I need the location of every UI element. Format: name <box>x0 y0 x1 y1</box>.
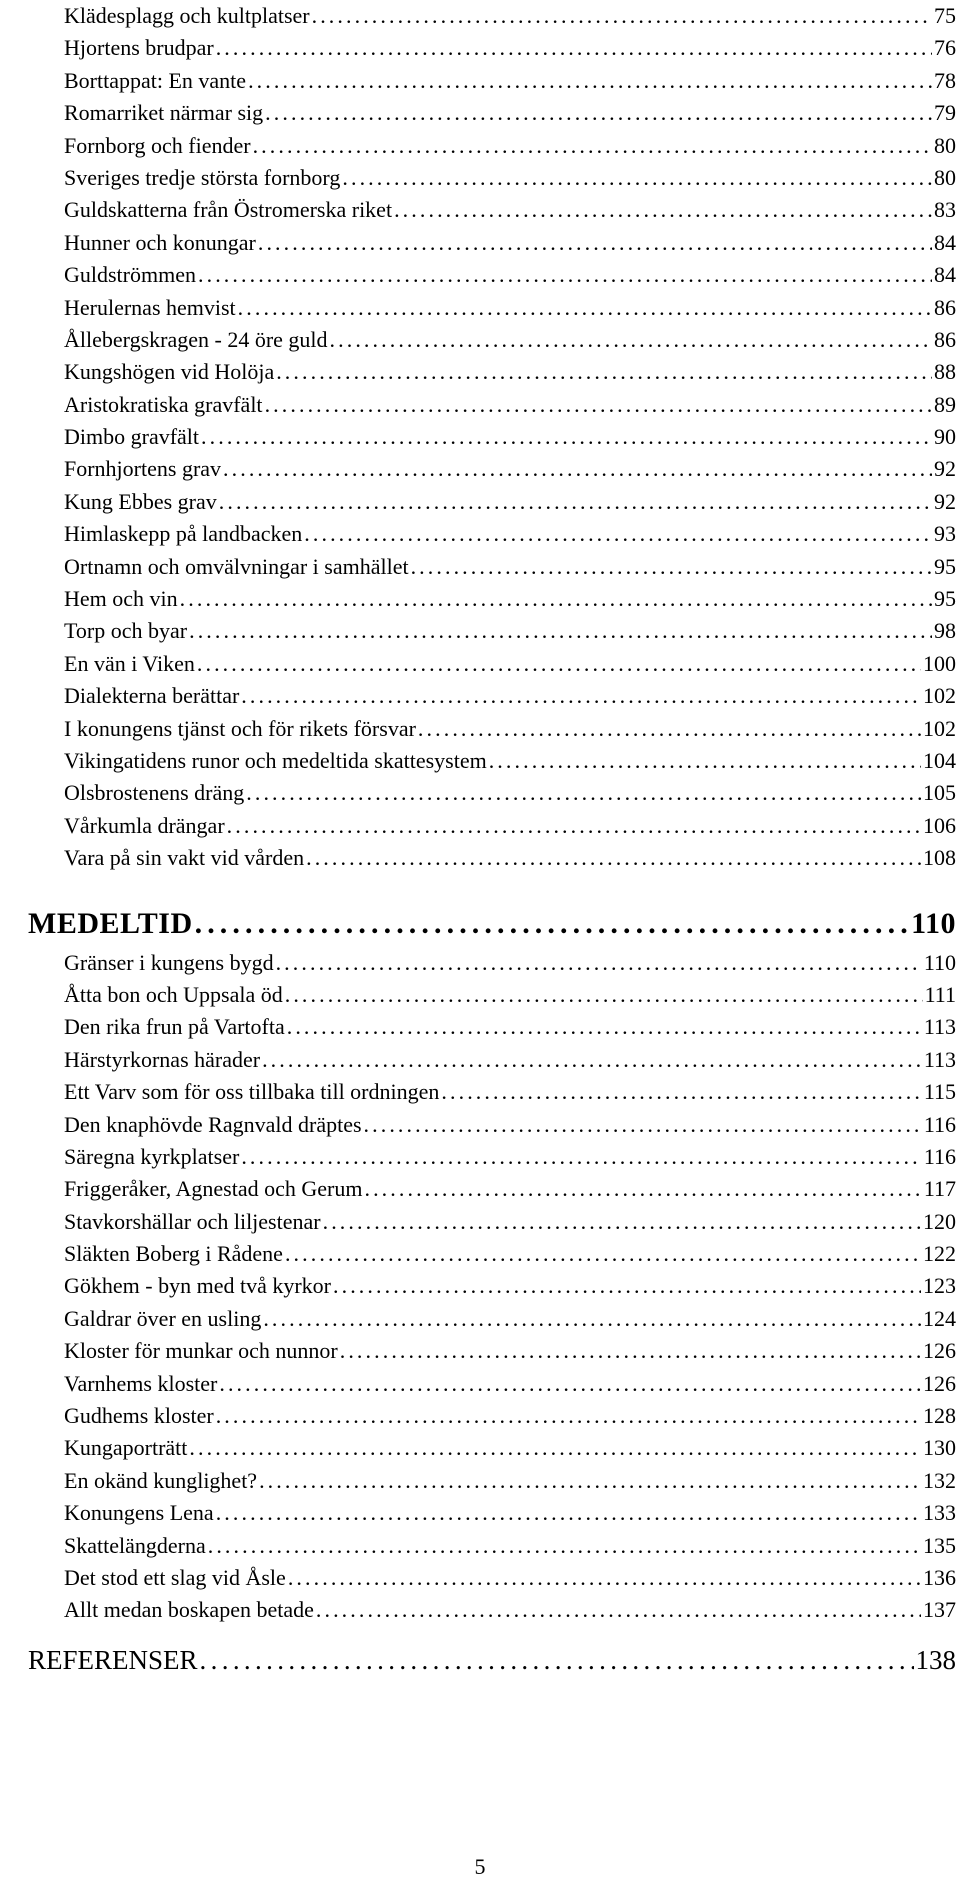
entry-title: Olsbrostenens dräng <box>64 780 245 806</box>
dot-leader <box>364 1173 921 1205</box>
toc-entry[interactable] <box>64 1109 956 1141</box>
toc-entry[interactable] <box>64 979 956 1011</box>
toc-entry[interactable] <box>64 453 956 485</box>
entry-page: 84 <box>934 262 956 288</box>
entry-page: 92 <box>934 488 956 514</box>
entry-title: Konungens Lena <box>64 1500 214 1526</box>
section-page: 138 <box>915 1644 956 1675</box>
dot-leader <box>333 1270 921 1302</box>
entry-page: 76 <box>934 35 956 61</box>
entry-title: Guldströmmen <box>64 262 196 288</box>
dot-leader <box>216 1497 921 1529</box>
entry-page: 95 <box>934 586 956 612</box>
dot-leader <box>364 1109 922 1141</box>
dot-leader <box>263 1303 921 1335</box>
entry-title: Den knaphövde Ragnvald dräptes <box>64 1111 362 1137</box>
entry-page: 126 <box>923 1370 956 1396</box>
dot-leader <box>340 1335 921 1367</box>
entry-page: 102 <box>923 715 956 741</box>
entry-title: En okänd kunglighet? <box>64 1467 258 1493</box>
page-number: 5 <box>474 1854 486 1879</box>
dot-leader <box>258 227 932 259</box>
entry-title: Ållebergskragen - 24 öre guld <box>64 326 328 352</box>
toc-entry[interactable] <box>64 32 956 64</box>
entry-title: Fornborg och fiender <box>64 132 251 158</box>
entry-title: Ortnamn och omvälvningar i samhället <box>64 553 409 579</box>
toc-entry[interactable] <box>64 1270 956 1302</box>
toc-entry[interactable] <box>64 130 956 162</box>
entry-title: Dialekterna berättar <box>64 683 240 709</box>
toc-entry[interactable] <box>64 1076 956 1108</box>
dot-leader <box>189 1432 921 1464</box>
entry-page: 102 <box>923 683 956 709</box>
entry-title: Vikingatidens runor och medeltida skattesystem <box>64 747 487 773</box>
entry-page: 106 <box>923 812 956 838</box>
toc-section-referenser[interactable] <box>28 1637 956 1683</box>
dot-leader <box>248 65 932 97</box>
dot-leader <box>216 32 932 64</box>
entry-title: Fornhjortens grav <box>64 456 222 482</box>
entry-title: Åtta bon och Uppsala öd <box>64 981 283 1007</box>
toc-entry[interactable] <box>64 0 956 32</box>
toc-entry[interactable] <box>64 1044 956 1076</box>
entry-title: I konungens tjänst och för rikets försvar <box>64 715 416 741</box>
entry-page: 116 <box>923 1143 956 1169</box>
entry-title: Klädesplagg och kultplatser <box>64 3 310 28</box>
dot-leader <box>411 551 932 583</box>
entry-page: 116 <box>923 1111 956 1137</box>
entry-page: 120 <box>923 1208 956 1234</box>
dot-leader <box>276 947 922 979</box>
entry-page: 105 <box>923 780 956 806</box>
dot-leader <box>200 1637 914 1683</box>
toc-entry[interactable] <box>64 324 956 356</box>
dot-leader <box>219 1368 921 1400</box>
entry-title: Friggeråker, Agnestad och Gerum <box>64 1176 363 1202</box>
entry-title: Sveriges tredje största fornborg <box>64 164 341 190</box>
dot-leader <box>394 194 932 226</box>
entry-page: 98 <box>934 618 956 644</box>
dot-leader <box>253 130 932 162</box>
entry-page: 80 <box>934 164 956 190</box>
entry-title: Den rika frun på Vartofta <box>64 1014 285 1040</box>
dot-leader <box>323 1206 921 1238</box>
dot-leader <box>312 0 932 32</box>
dot-leader <box>198 259 932 291</box>
entry-page: 104 <box>923 747 956 773</box>
dot-leader <box>316 1594 921 1626</box>
entry-page: 132 <box>923 1467 956 1493</box>
dot-leader <box>285 1238 921 1270</box>
entry-title: Gudhems kloster <box>64 1403 214 1429</box>
dot-leader <box>262 1044 922 1076</box>
dot-leader <box>216 1400 921 1432</box>
toc-entry[interactable] <box>64 713 956 745</box>
entry-title: Kungaporträtt <box>64 1435 188 1461</box>
entry-page: 113 <box>923 1046 956 1072</box>
toc-entry[interactable] <box>64 1432 956 1464</box>
toc-entry[interactable] <box>64 1465 956 1497</box>
entry-page: 113 <box>923 1014 956 1040</box>
dot-leader <box>265 97 932 129</box>
entry-title: Kung Ebbes grav <box>64 488 217 514</box>
dot-leader <box>238 292 932 324</box>
toc-entry[interactable] <box>64 745 956 777</box>
toc-entry[interactable] <box>64 777 956 809</box>
entry-page: 86 <box>934 326 956 352</box>
entry-page: 100 <box>923 650 956 676</box>
dot-leader <box>241 680 921 712</box>
toc-entry[interactable] <box>64 1141 956 1173</box>
toc-entry[interactable] <box>64 1400 956 1432</box>
entry-title: Galdrar över en usling <box>64 1305 262 1331</box>
toc-entry[interactable] <box>64 356 956 388</box>
dot-leader <box>180 583 932 615</box>
toc-entry[interactable] <box>64 97 956 129</box>
toc-entry[interactable] <box>64 259 956 291</box>
toc-entry[interactable] <box>64 810 956 842</box>
dot-leader <box>265 389 932 421</box>
toc-entry[interactable] <box>64 162 956 194</box>
entry-page: 86 <box>934 294 956 320</box>
dot-leader <box>201 421 932 453</box>
section-page: 110 <box>911 906 956 940</box>
entry-title: Härstyrkornas härader <box>64 1046 261 1072</box>
toc-entries-iron-age <box>0 0 960 875</box>
entry-title: Aristokratiska gravfält <box>64 391 263 417</box>
entry-title: Det stod ett slag vid Åsle <box>64 1564 286 1590</box>
entry-page: 130 <box>923 1435 956 1461</box>
toc-entry[interactable] <box>64 421 956 453</box>
toc-entry[interactable] <box>64 1594 956 1626</box>
entry-page: 93 <box>934 521 956 547</box>
toc-entry[interactable] <box>64 1011 956 1043</box>
entry-title: Stavkorshällar och liljestenar <box>64 1208 321 1234</box>
entry-title: Borttappat: En vante <box>64 67 247 93</box>
entry-title: Hjortens brudpar <box>64 35 214 61</box>
dot-leader <box>304 518 932 550</box>
entry-page: 78 <box>934 67 956 93</box>
entry-page: 122 <box>923 1241 956 1267</box>
entry-page: 123 <box>923 1273 956 1299</box>
toc-entry[interactable] <box>64 1206 956 1238</box>
toc-entries-medeltid <box>0 947 960 1627</box>
toc-entry[interactable] <box>64 680 956 712</box>
dot-leader <box>197 648 921 680</box>
dot-leader <box>441 1076 921 1108</box>
toc-entry[interactable] <box>64 227 956 259</box>
toc-entry[interactable] <box>64 1530 956 1562</box>
toc-entry[interactable] <box>64 551 956 583</box>
entry-title: Hem och vin <box>64 586 178 612</box>
entry-title: Guldskatterna från Östromerska riket <box>64 197 393 223</box>
toc-entry[interactable] <box>64 518 956 550</box>
entry-title: Dimbo gravfält <box>64 424 200 450</box>
entry-page: 95 <box>934 553 956 579</box>
toc-entry[interactable] <box>64 1497 956 1529</box>
entry-title: Hunner och konungar <box>64 229 256 255</box>
dot-leader <box>219 486 932 518</box>
dot-leader <box>276 356 932 388</box>
entry-page: 133 <box>923 1500 956 1526</box>
entry-title: Himlaskepp på landbacken <box>64 521 303 547</box>
toc-entry[interactable] <box>64 486 956 518</box>
entry-page: 135 <box>923 1532 956 1558</box>
entry-page: 111 <box>924 981 956 1007</box>
entry-page: 80 <box>934 132 956 158</box>
entry-page: 90 <box>934 424 956 450</box>
dot-leader <box>418 713 921 745</box>
entry-page: 83 <box>934 197 956 223</box>
toc-entry[interactable] <box>64 648 956 680</box>
entry-title: Romarriket närmar sig <box>64 100 264 126</box>
toc-entry[interactable] <box>64 1303 956 1335</box>
dot-leader <box>227 810 921 842</box>
entry-page: 79 <box>934 100 956 126</box>
entry-page: 108 <box>923 845 956 871</box>
dot-leader <box>223 453 932 485</box>
entry-title: Kungshögen vid Holöja <box>64 359 275 385</box>
dot-leader <box>259 1465 921 1497</box>
entry-page: 136 <box>923 1564 956 1590</box>
dot-leader <box>342 162 932 194</box>
entry-page: 84 <box>934 229 956 255</box>
toc-entry[interactable] <box>64 615 956 647</box>
entry-title: Vara på sin vakt vid vården <box>64 845 305 871</box>
entry-page: 88 <box>934 359 956 385</box>
dot-leader <box>288 1562 921 1594</box>
dot-leader <box>489 745 921 777</box>
entry-title: Varnhems kloster <box>64 1370 218 1396</box>
entry-page: 117 <box>923 1176 956 1202</box>
dot-leader <box>285 979 923 1011</box>
toc-entry[interactable] <box>64 1335 956 1367</box>
dot-leader <box>241 1141 921 1173</box>
entry-title: Vårkumla drängar <box>64 812 225 838</box>
entry-title: Gökhem - byn med två kyrkor <box>64 1273 331 1299</box>
entry-title: Torp och byar <box>64 618 188 644</box>
dot-leader <box>287 1011 922 1043</box>
section-title: REFERENSER <box>28 1644 198 1675</box>
dot-leader <box>195 901 910 947</box>
entry-title: Kloster för munkar och nunnor <box>64 1338 338 1364</box>
entry-title: Allt medan boskapen betade <box>64 1597 314 1623</box>
entry-title: Gränser i kungens bygd <box>64 949 274 975</box>
toc-entry[interactable] <box>64 583 956 615</box>
entry-title: Skattelängderna <box>64 1532 206 1558</box>
entry-title: Släkten Boberg i Rådene <box>64 1241 283 1267</box>
dot-leader <box>330 324 932 356</box>
entry-page: 126 <box>923 1338 956 1364</box>
entry-title: En vän i Viken <box>64 650 195 676</box>
entry-page: 115 <box>923 1079 956 1105</box>
entry-page: 128 <box>923 1403 956 1429</box>
entry-title: Ett Varv som för oss tillbaka till ordningen <box>64 1079 440 1105</box>
entry-page: 137 <box>923 1597 956 1623</box>
toc-entry[interactable] <box>64 1562 956 1594</box>
entry-page: 89 <box>934 391 956 417</box>
toc-entry[interactable] <box>64 65 956 97</box>
toc-entry[interactable] <box>64 947 956 979</box>
entry-page: 110 <box>923 949 956 975</box>
entry-page: 75 <box>934 3 956 28</box>
entry-title: Säregna kyrkplatser <box>64 1143 240 1169</box>
toc-entry[interactable] <box>64 1368 956 1400</box>
entry-title: Herulernas hemvist <box>64 294 236 320</box>
toc-section-medeltid[interactable] <box>28 901 956 947</box>
dot-leader <box>306 842 921 874</box>
toc-entry[interactable] <box>64 1238 956 1270</box>
toc-entry[interactable] <box>64 389 956 421</box>
toc-entry[interactable] <box>64 1173 956 1205</box>
dot-leader <box>189 615 932 647</box>
toc-entry[interactable] <box>64 292 956 324</box>
dot-leader <box>208 1530 921 1562</box>
toc-entry[interactable] <box>64 842 956 874</box>
toc-entry[interactable] <box>64 194 956 226</box>
section-title: MEDELTID <box>28 906 193 940</box>
entry-page: 92 <box>934 456 956 482</box>
dot-leader <box>246 777 921 809</box>
entry-page: 124 <box>923 1305 956 1331</box>
